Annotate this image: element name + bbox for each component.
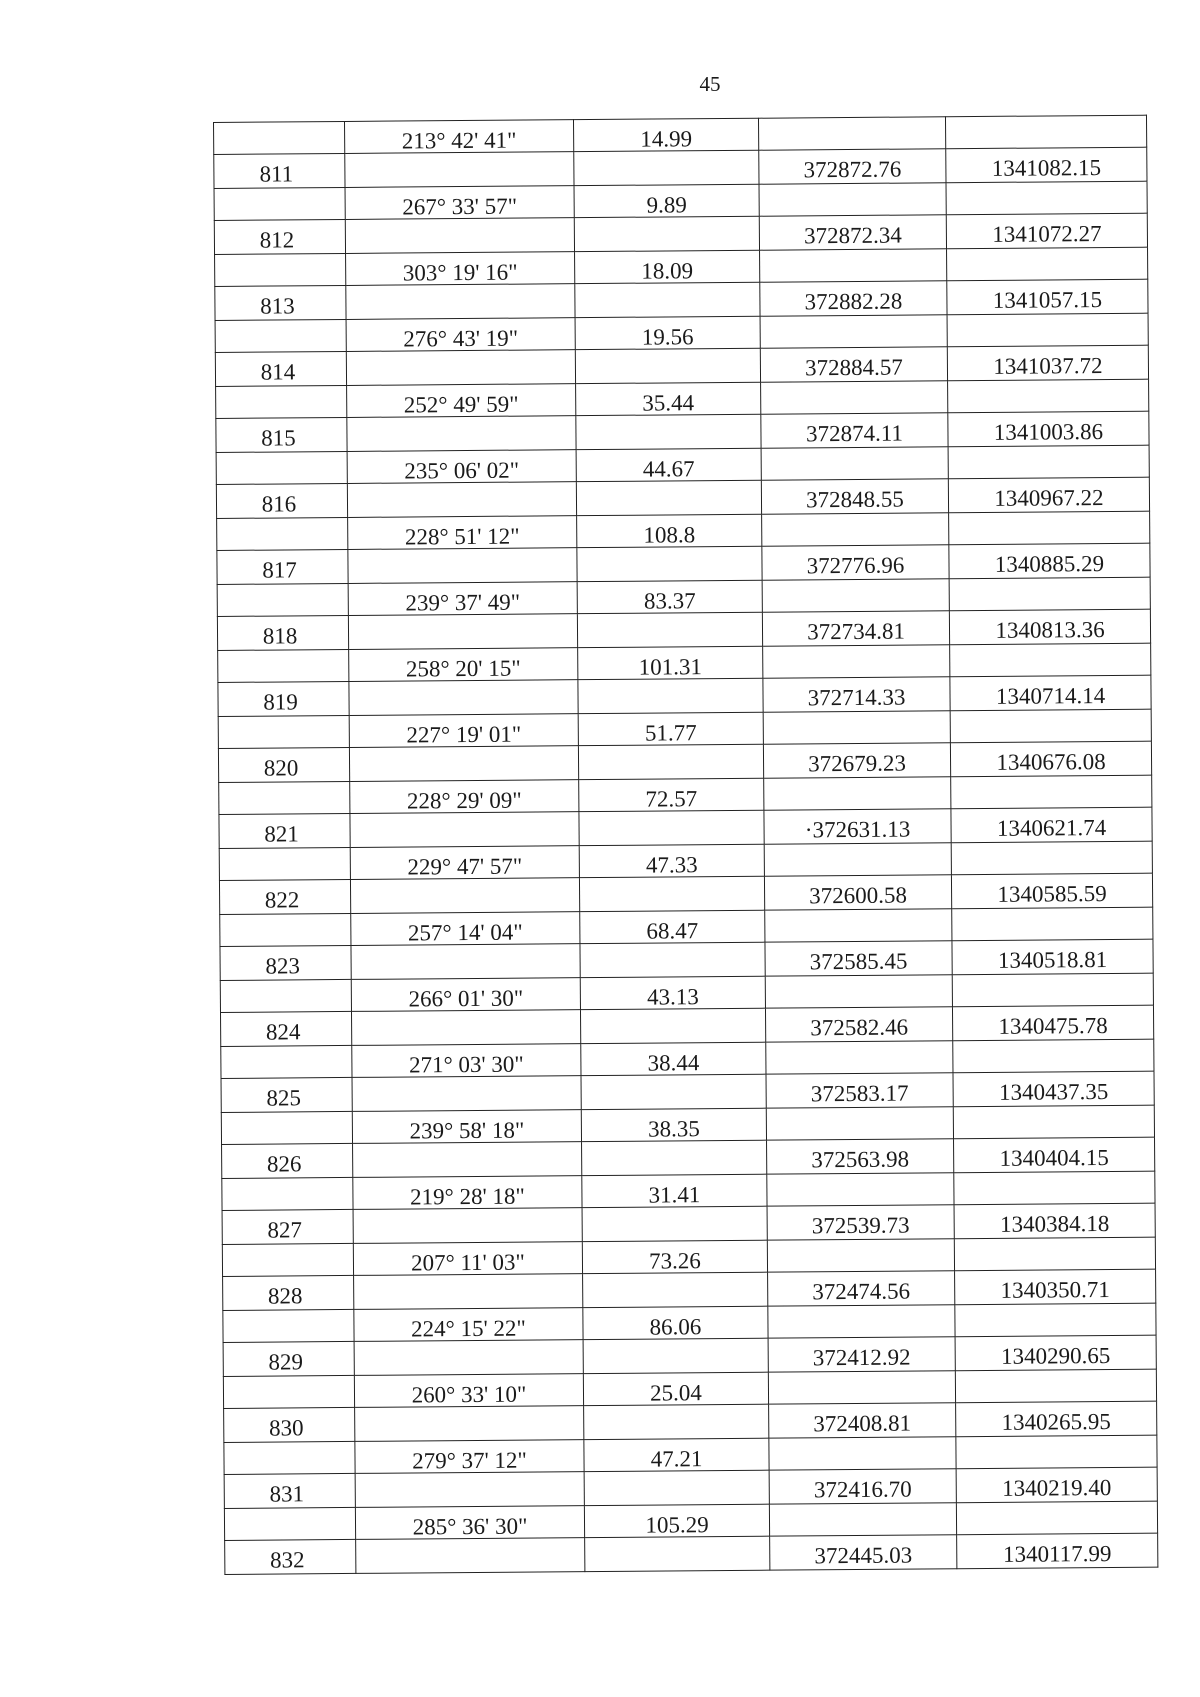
northing-cell: 372848.55 (761, 479, 948, 514)
distance-cell (584, 1470, 769, 1505)
northing-cell: 372872.34 (759, 215, 946, 250)
distance-cell: 105.29 (584, 1504, 769, 1537)
northing-cell (759, 183, 946, 216)
easting-cell (952, 907, 1153, 941)
northing-cell (769, 1437, 956, 1470)
distance-cell (580, 942, 765, 977)
station-cell (220, 913, 351, 946)
northing-cell (768, 1371, 955, 1404)
bearing-cell: 229° 47' 57" (350, 846, 579, 880)
station-cell: 823 (220, 945, 351, 980)
bearing-cell: 258° 20' 15" (349, 648, 578, 682)
distance-cell: 43.13 (580, 976, 765, 1009)
bearing-cell (352, 1076, 581, 1112)
distance-cell (580, 1008, 765, 1043)
distance-cell: 68.47 (580, 910, 765, 943)
station-cell (215, 253, 346, 286)
northing-cell (765, 975, 952, 1008)
easting-cell: 1340290.65 (955, 1335, 1156, 1371)
northing-cell: 372416.70 (769, 1469, 956, 1504)
station-cell: 830 (224, 1407, 355, 1442)
traverse-table-body (214, 115, 1158, 1574)
station-cell (223, 1375, 354, 1408)
station-cell (217, 517, 348, 550)
northing-cell: 372884.57 (760, 347, 947, 382)
bearing-cell: 260° 33' 10" (354, 1374, 583, 1408)
bearing-cell: 266° 01' 30" (351, 978, 580, 1012)
easting-cell: 1340813.36 (949, 609, 1150, 645)
easting-cell (948, 445, 1149, 479)
northing-cell (765, 909, 952, 942)
distance-cell (577, 612, 762, 647)
station-cell (217, 583, 348, 616)
bearing-cell: 213° 42' 41" (344, 120, 573, 154)
distance-cell: 38.44 (581, 1042, 766, 1075)
bearing-cell (349, 680, 578, 716)
bearing-cell (346, 284, 575, 320)
station-cell (222, 1177, 353, 1210)
bearing-cell (346, 350, 575, 386)
easting-cell: 1341072.27 (946, 213, 1147, 249)
station-cell: 832 (225, 1539, 356, 1574)
northing-cell: 372474.56 (768, 1271, 955, 1306)
northing-cell: ·372631.13 (764, 809, 951, 844)
bearing-cell: 228° 29' 09" (350, 780, 579, 814)
station-cell (219, 847, 350, 880)
northing-cell (766, 1107, 953, 1140)
distance-cell (582, 1206, 767, 1241)
bearing-cell (353, 1208, 582, 1244)
northing-cell (766, 1041, 953, 1074)
northing-cell: 372585.45 (765, 941, 952, 976)
distance-cell (582, 1140, 767, 1175)
easting-cell (951, 775, 1152, 809)
distance-cell: 19.56 (575, 316, 760, 349)
easting-cell (950, 709, 1151, 743)
station-cell: 827 (222, 1209, 353, 1244)
bearing-cell (345, 152, 574, 188)
easting-cell: 1340885.29 (949, 543, 1150, 579)
station-cell: 831 (224, 1473, 355, 1508)
distance-cell: 25.04 (583, 1372, 768, 1405)
northing-cell: 372714.33 (763, 677, 950, 712)
northing-cell (758, 117, 945, 150)
station-cell: 824 (220, 1011, 351, 1046)
distance-cell: 44.67 (576, 448, 761, 481)
bearing-cell: 303° 19' 16" (346, 252, 575, 286)
northing-cell: 372872.76 (759, 149, 946, 184)
easting-cell (955, 1369, 1156, 1403)
distance-cell (575, 282, 760, 317)
northing-cell (763, 711, 950, 744)
easting-cell: 1340714.14 (950, 675, 1151, 711)
easting-cell: 1340404.15 (954, 1137, 1155, 1173)
bearing-cell (354, 1340, 583, 1376)
easting-cell (947, 247, 1148, 281)
station-cell (216, 451, 347, 484)
distance-cell: 38.35 (581, 1108, 766, 1141)
northing-cell: 372408.81 (769, 1403, 956, 1438)
bearing-cell: 279° 37' 12" (355, 1440, 584, 1474)
bearing-cell (348, 614, 577, 650)
distance-cell: 14.99 (573, 118, 758, 151)
easting-cell (954, 1171, 1155, 1205)
distance-cell: 72.57 (579, 778, 764, 811)
station-cell: 822 (219, 879, 350, 914)
northing-cell (761, 447, 948, 480)
distance-cell: 73.26 (582, 1240, 767, 1273)
bearing-cell (350, 878, 579, 914)
station-cell: 811 (214, 153, 345, 188)
distance-cell (581, 1074, 766, 1109)
northing-cell: 372776.96 (762, 545, 949, 580)
bearing-cell: 227° 19' 01" (349, 714, 578, 748)
station-cell (222, 1243, 353, 1276)
distance-cell: 47.33 (579, 844, 764, 877)
station-cell: 817 (217, 549, 348, 584)
bearing-cell: 207° 11' 03" (353, 1242, 582, 1276)
bearing-cell: 252° 49' 59" (347, 384, 576, 418)
survey-traverse-table (213, 115, 1158, 1575)
distance-cell: 31.41 (582, 1174, 767, 1207)
bearing-cell: 224° 15' 22" (354, 1308, 583, 1342)
easting-cell (951, 841, 1152, 875)
bearing-cell (348, 548, 577, 584)
distance-cell (577, 546, 762, 581)
northing-cell (760, 315, 947, 348)
distance-cell (585, 1536, 770, 1571)
station-cell (224, 1507, 355, 1540)
northing-cell: 372882.28 (760, 281, 947, 316)
easting-cell: 1341057.15 (947, 279, 1148, 315)
distance-cell (584, 1404, 769, 1439)
station-cell: 815 (216, 417, 347, 452)
page-number: 45 (699, 72, 721, 96)
distance-cell (578, 678, 763, 713)
bearing-cell (356, 1538, 585, 1574)
easting-cell (956, 1435, 1157, 1469)
northing-cell: 372412.92 (768, 1337, 955, 1372)
easting-cell (955, 1303, 1156, 1337)
station-cell: 826 (222, 1143, 353, 1178)
easting-cell (953, 1039, 1154, 1073)
northing-cell: 372583.17 (766, 1073, 953, 1108)
easting-cell (956, 1501, 1157, 1535)
bearing-cell: 239° 37' 49" (348, 582, 577, 616)
table-row-point (225, 1533, 1158, 1574)
northing-cell: 372582.46 (765, 1007, 952, 1042)
distance-cell: 83.37 (577, 580, 762, 613)
distance-cell: 51.77 (578, 712, 763, 745)
bearing-cell (355, 1406, 584, 1442)
distance-cell (578, 744, 763, 779)
northing-cell (761, 381, 948, 414)
station-cell (216, 385, 347, 418)
distance-cell (574, 216, 759, 251)
northing-cell (768, 1305, 955, 1338)
bearing-cell: 257° 14' 04" (351, 912, 580, 946)
distance-cell (579, 810, 764, 845)
distance-cell: 108.8 (577, 514, 762, 547)
station-cell: 828 (223, 1275, 354, 1310)
northing-cell: 372874.11 (761, 413, 948, 448)
station-cell (224, 1441, 355, 1474)
easting-cell: 1341003.86 (948, 411, 1149, 447)
easting-cell: 1340475.78 (952, 1005, 1153, 1041)
bearing-cell (351, 944, 580, 980)
northing-cell (762, 579, 949, 612)
distance-cell (576, 414, 761, 449)
easting-cell: 1340219.40 (956, 1467, 1157, 1503)
easting-cell (949, 511, 1150, 545)
bearing-cell: 219° 28' 18" (353, 1176, 582, 1210)
easting-cell: 1340676.08 (950, 741, 1151, 777)
distance-cell: 101.31 (578, 646, 763, 679)
distance-cell (576, 480, 761, 515)
easting-cell: 1340621.74 (951, 807, 1152, 843)
easting-cell (948, 379, 1149, 413)
station-cell: 821 (219, 813, 350, 848)
station-cell (218, 715, 349, 748)
bearing-cell: 235° 06' 02" (347, 450, 576, 484)
easting-cell (953, 1105, 1154, 1139)
northing-cell: 372445.03 (770, 1535, 957, 1570)
station-cell (218, 649, 349, 682)
bearing-cell: 267° 33' 57" (345, 186, 574, 220)
station-cell (215, 319, 346, 352)
bearing-cell (351, 1010, 580, 1046)
easting-cell: 1341082.15 (946, 147, 1147, 183)
station-cell: 820 (218, 747, 349, 782)
bearing-cell: 285° 36' 30" (355, 1506, 584, 1540)
northing-cell: 372563.98 (767, 1139, 954, 1174)
northing-cell (762, 513, 949, 546)
northing-cell: 372679.23 (763, 743, 950, 778)
station-cell: 829 (223, 1341, 354, 1376)
bearing-cell: 271° 03' 30" (352, 1044, 581, 1078)
easting-cell: 1341037.72 (947, 345, 1148, 381)
station-cell (219, 781, 350, 814)
station-cell: 813 (215, 285, 346, 320)
bearing-cell: 276° 43' 19" (346, 318, 575, 352)
distance-cell (579, 876, 764, 911)
northing-cell: 372600.58 (764, 875, 951, 910)
bearing-cell: 239° 58' 18" (352, 1110, 581, 1144)
distance-cell: 35.44 (576, 382, 761, 415)
easting-cell: 1340384.18 (954, 1203, 1155, 1239)
northing-cell (764, 777, 951, 810)
easting-cell: 1340967.22 (948, 477, 1149, 513)
bearing-cell: 228° 51' 12" (348, 516, 577, 550)
bearing-cell (350, 812, 579, 848)
easting-cell (945, 115, 1146, 149)
station-cell: 818 (217, 615, 348, 650)
northing-cell (767, 1239, 954, 1272)
easting-cell: 1340518.81 (952, 939, 1153, 975)
easting-cell: 1340437.35 (953, 1071, 1154, 1107)
station-cell (214, 187, 345, 220)
northing-cell (763, 645, 950, 678)
northing-cell (764, 843, 951, 876)
distance-cell: 9.89 (574, 184, 759, 217)
easting-cell: 1340350.71 (955, 1269, 1156, 1305)
easting-cell (946, 181, 1147, 215)
bearing-cell (347, 416, 576, 452)
station-cell (221, 1111, 352, 1144)
distance-cell (583, 1338, 768, 1373)
northing-cell: 372734.81 (762, 611, 949, 646)
easting-cell: 1340117.99 (957, 1533, 1158, 1569)
distance-cell (583, 1272, 768, 1307)
station-cell (220, 979, 351, 1012)
station-cell (223, 1309, 354, 1342)
easting-cell (952, 973, 1153, 1007)
station-cell: 812 (214, 219, 345, 254)
northing-cell (769, 1503, 956, 1536)
distance-cell: 47.21 (584, 1438, 769, 1471)
distance-cell (575, 348, 760, 383)
easting-cell: 1340265.95 (956, 1401, 1157, 1437)
easting-cell (947, 313, 1148, 347)
bearing-cell (353, 1142, 582, 1178)
distance-cell: 86.06 (583, 1306, 768, 1339)
easting-cell (949, 577, 1150, 611)
bearing-cell (355, 1472, 584, 1508)
distance-cell (574, 150, 759, 185)
station-cell: 814 (215, 351, 346, 386)
station-cell: 816 (216, 483, 347, 518)
northing-cell (767, 1173, 954, 1206)
easting-cell: 1340585.59 (951, 873, 1152, 909)
bearing-cell (345, 218, 574, 254)
bearing-cell (354, 1274, 583, 1310)
northing-cell (760, 249, 947, 282)
station-cell (221, 1045, 352, 1078)
station-cell (214, 121, 345, 154)
station-cell: 819 (218, 681, 349, 716)
bearing-cell (349, 746, 578, 782)
easting-cell (954, 1237, 1155, 1271)
northing-cell: 372539.73 (767, 1205, 954, 1240)
distance-cell: 18.09 (575, 250, 760, 283)
easting-cell (950, 643, 1151, 677)
bearing-cell (347, 482, 576, 518)
station-cell: 825 (221, 1077, 352, 1112)
